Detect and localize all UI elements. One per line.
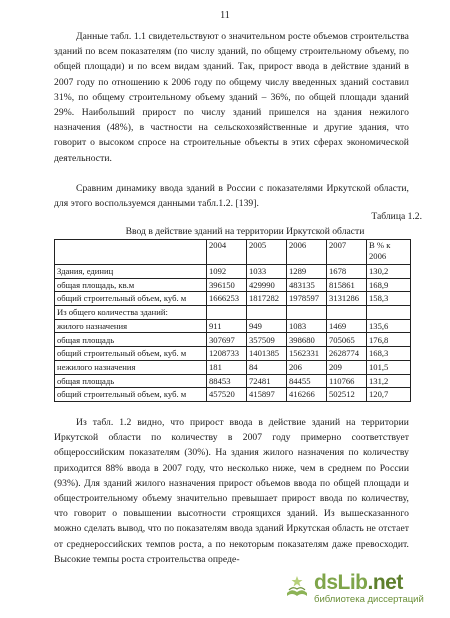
table-row <box>55 319 411 333</box>
watermark-tagline: библиотека диссертаций <box>314 594 424 605</box>
table-row <box>55 292 411 306</box>
table-cell: 357509 <box>247 333 287 347</box>
table-row <box>55 265 411 279</box>
table-cell: 483135 <box>287 278 327 292</box>
table-cell: 415897 <box>247 388 287 402</box>
table-cell: 416266 <box>287 388 327 402</box>
table-row <box>55 347 411 361</box>
paragraph-3: Из табл. 1.2 видно, что прирост ввода в действие зданий на территории Иркутской области по количеству в 2007 году примерно соответствует общероссийским показателям (30%). На здания жилого назначения по количеству приходится 88% ввода в 2007 году, что несколько ниже, чем в среднем по России (93%). Для зданий жилого назначения прирост объемов ввода по общей площади и общестроительному объему значительно превышает прирост ввода по количеству, что говорит о повышении высотности строящихся зданий. Из вышесказанного можно сделать вывод, что по показателям ввода зданий Иркутская область не отстает от среднероссийских темпов роста, а по некоторым показателям даже превосходит. Высокие темпы роста строительства опреде- <box>54 417 409 565</box>
paragraph-2: Сравним динамику ввода зданий в России с показателями Иркутской области, для этого воспользуемся данными табл.1.2. [139]. <box>54 183 409 210</box>
table-cell: 72481 <box>247 374 287 388</box>
paragraph-1: Данные табл. 1.1 свидетельствуют о значительном росте объемов строительства зданий по всем показателям (по числу зданий, по общему строительному объему, по общей площади) и по всем видам зданий. Так, прирост ввода в действие зданий в 2007 году по отношению к 2006 году по общему числу введенных зданий составил 31%, по общему строительному объему зданий – 36%, по общей площади зданий 29%. Наибольший прирост по числу зданий пришелся на здания нежилого назначения (48%), в частности на сельскохозяйственные и другие здания, что говорит о высоком спросе на строительные объекты в этих сферах экономической деятельности. <box>54 31 409 164</box>
table-row <box>55 333 411 347</box>
table-cell: 120,7 <box>367 388 411 402</box>
table-row-label: общий строительный объем, куб. м <box>55 292 207 306</box>
table-cell: 110766 <box>327 374 367 388</box>
table-cell: 398680 <box>287 333 327 347</box>
table-row-label: Из общего количества зданий: <box>55 306 207 320</box>
table-cell: 135,6 <box>367 319 411 333</box>
table-cell: 168,3 <box>367 347 411 361</box>
table-row <box>55 278 411 292</box>
table-cell: 911 <box>207 319 247 333</box>
table-row-label: Здания, единиц <box>55 265 207 279</box>
table-cell: 1289 <box>287 265 327 279</box>
table-cell: 1562331 <box>287 347 327 361</box>
table-cell: 3131286 <box>327 292 367 306</box>
table-cell: 2628774 <box>327 347 367 361</box>
table-cell: 705065 <box>327 333 367 347</box>
table-row <box>55 374 411 388</box>
table-cell: 1033 <box>247 265 287 279</box>
table-cell: 1083 <box>287 319 327 333</box>
table-header-cell: В % к 2006 <box>367 240 411 265</box>
table-cell: 168,9 <box>367 278 411 292</box>
table-cell: 1092 <box>207 265 247 279</box>
table-cell: 84455 <box>287 374 327 388</box>
watermark-logo-suffix: .net <box>367 571 403 594</box>
table-cell: 1666253 <box>207 292 247 306</box>
table-cell: 1469 <box>327 319 367 333</box>
table-row-label: общий строительный объем, куб. м <box>55 388 207 402</box>
table-row-label: нежилого назначения <box>55 360 207 374</box>
table-header-row <box>55 240 411 265</box>
table-header-cell: 2004 <box>207 240 247 265</box>
table-row-label: жилого назначения <box>55 319 207 333</box>
table-cell: 502512 <box>327 388 367 402</box>
table-cell: 158,3 <box>367 292 411 306</box>
table-row-label: общая площадь <box>55 374 207 388</box>
table-cell <box>287 306 327 320</box>
table-row-label: общий строительный объем, куб. м <box>55 347 207 361</box>
table-title: Ввод в действие зданий на территории Иркутской области <box>125 226 365 237</box>
table-cell: 176,8 <box>367 333 411 347</box>
table-cell: 84 <box>247 360 287 374</box>
watermark <box>280 572 440 606</box>
table-cell: 101,5 <box>367 360 411 374</box>
table-header-cell: 2007 <box>327 240 367 265</box>
table-row <box>55 306 411 320</box>
data-table <box>54 239 411 402</box>
table-row <box>55 388 411 402</box>
table-cell: 949 <box>247 319 287 333</box>
table-cell: 457520 <box>207 388 247 402</box>
table-cell: 1208733 <box>207 347 247 361</box>
watermark-logo-prefix: dsLib <box>314 571 368 594</box>
table-cell: 131,2 <box>367 374 411 388</box>
table-cell: 1401385 <box>247 347 287 361</box>
table-label: Таблица 1.2. <box>371 211 422 222</box>
table-cell <box>367 306 411 320</box>
table-cell: 396150 <box>207 278 247 292</box>
table-cell: 209 <box>327 360 367 374</box>
table-header-cell <box>55 240 207 265</box>
table-cell <box>247 306 287 320</box>
table-cell <box>207 306 247 320</box>
table-header-cell: 2006 <box>287 240 327 265</box>
table-cell: 307697 <box>207 333 247 347</box>
table-row <box>55 360 411 374</box>
table-cell: 88453 <box>207 374 247 388</box>
table-header-cell: 2005 <box>247 240 287 265</box>
table-cell: 1817282 <box>247 292 287 306</box>
book-logo-icon <box>284 574 310 600</box>
table-cell: 181 <box>207 360 247 374</box>
table-cell: 130,2 <box>367 265 411 279</box>
table-row-label: общая площадь, кв.м <box>55 278 207 292</box>
table-cell: 815861 <box>327 278 367 292</box>
page-number: 11 <box>220 10 230 21</box>
table-cell: 206 <box>287 360 327 374</box>
table-cell: 1978597 <box>287 292 327 306</box>
table-cell: 1678 <box>327 265 367 279</box>
table-cell <box>327 306 367 320</box>
table-cell: 429990 <box>247 278 287 292</box>
table-row-label: общая площадь <box>55 333 207 347</box>
